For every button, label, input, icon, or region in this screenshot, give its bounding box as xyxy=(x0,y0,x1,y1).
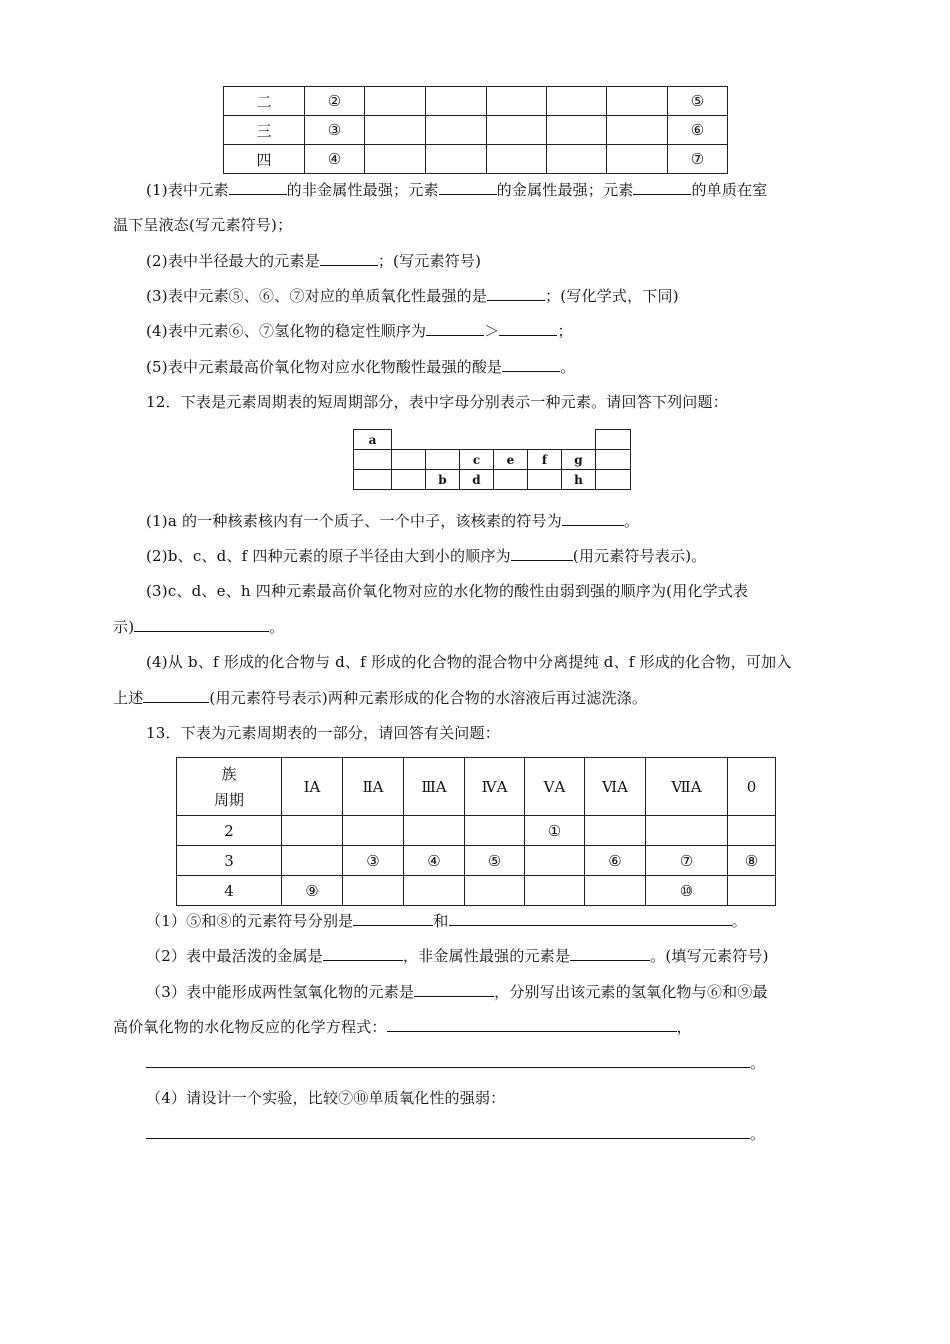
answer-blank[interactable] xyxy=(426,321,484,336)
q12-item-1: (1)a 的一种核素核内有一个质子、一个中子，该核素的符号为 。 xyxy=(146,512,640,530)
period-cell: 4 xyxy=(177,876,282,906)
table-row xyxy=(354,470,631,490)
table-cell: b xyxy=(426,470,460,490)
q12-item-4-cont: 上述 (用元素符号表示)两种元素形成的化合物的水溶液后再过滤洗涤。 xyxy=(113,689,648,707)
table-cell xyxy=(646,816,728,846)
table-cell xyxy=(392,470,426,490)
table-cell xyxy=(392,450,426,470)
answer-blank[interactable] xyxy=(387,1017,677,1032)
q13-item-4-cont: 。 xyxy=(146,1124,765,1144)
table-cell xyxy=(365,87,426,116)
table-cell-empty xyxy=(494,430,528,450)
table-row xyxy=(354,430,631,450)
table-cell: a xyxy=(354,430,392,450)
table-row xyxy=(224,145,728,174)
answer-blank[interactable] xyxy=(499,321,557,336)
table-cell: ③ xyxy=(305,116,365,145)
group-header: ⅦA xyxy=(646,758,728,816)
table-cell: ⑧ xyxy=(728,846,776,876)
table-cell xyxy=(487,87,547,116)
q12-item-2: (2)b、c、d、f 四种元素的原子半径由大到小的顺序为 (用元素符号表示)。 xyxy=(146,547,707,565)
answer-blank[interactable] xyxy=(487,286,545,301)
answer-blank[interactable] xyxy=(511,546,573,561)
group-header: ⅠA xyxy=(282,758,343,816)
answer-blank[interactable] xyxy=(323,946,403,961)
q13-intro: 13．下表为元素周期表的一部分，请回答有关问题： xyxy=(146,724,500,742)
table-cell xyxy=(525,846,585,876)
table-cell xyxy=(528,470,562,490)
table-cell xyxy=(282,846,343,876)
table-cell: ⑤ xyxy=(465,846,525,876)
period-cell: 三 xyxy=(224,116,305,145)
table-cell xyxy=(607,116,668,145)
table-cell: ④ xyxy=(404,846,465,876)
table-cell-empty xyxy=(460,430,494,450)
table-cell xyxy=(343,816,404,846)
answer-blank[interactable] xyxy=(570,946,650,961)
table-cell xyxy=(426,87,487,116)
answer-blank[interactable] xyxy=(320,251,378,266)
table-cell: ③ xyxy=(343,846,404,876)
table-cell xyxy=(525,876,585,906)
period-cell: 二 xyxy=(224,87,305,116)
group-label: 族 xyxy=(221,764,237,783)
answer-blank[interactable] xyxy=(502,357,560,372)
table-cell xyxy=(354,450,392,470)
table-cell xyxy=(487,145,547,174)
table-cell-empty xyxy=(562,430,596,450)
table-cell xyxy=(728,816,776,846)
table-cell-empty xyxy=(528,430,562,450)
group-header: ⅣA xyxy=(465,758,525,816)
table-cell xyxy=(487,116,547,145)
table-cell xyxy=(585,876,646,906)
q12-intro: 12．下表是元素周期表的短周期部分，表中字母分别表示一种元素。请回答下列问题： xyxy=(146,393,728,411)
q12-item-3-cont: 示) 。 xyxy=(113,618,285,636)
group-header: ⅥA xyxy=(585,758,646,816)
table-cell xyxy=(365,116,426,145)
q11-item-1-cont: 温下呈液态(写元素符号)； xyxy=(113,216,293,234)
table-cell xyxy=(728,876,776,906)
table-cell xyxy=(354,470,392,490)
q13-item-4: （4）请设计一个实验，比较⑦⑩单质氧化性的强弱： xyxy=(146,1089,506,1107)
table-cell xyxy=(547,145,607,174)
table-row xyxy=(177,846,776,876)
table-cell: ⑥ xyxy=(585,846,646,876)
period-cell: 四 xyxy=(224,145,305,174)
group-header: ⅤA xyxy=(525,758,585,816)
table-cell: ⑤ xyxy=(668,87,728,116)
q13-item-3: （3）表中能形成两性氢氧化物的元素是 ，分别写出该元素的氢氧化物与⑥和⑨最 xyxy=(146,983,768,1001)
q11-item-1: (1)表中元素 的非金属性最强；元素 的金属性最强；元素 的单质在室 xyxy=(146,181,768,199)
table-cell xyxy=(596,430,631,450)
q11-item-4: (4)表中元素⑥、⑦氢化物的稳定性顺序为 ＞ ； xyxy=(146,322,573,340)
table-cell xyxy=(343,876,404,906)
table-cell xyxy=(585,816,646,846)
table-cell: ④ xyxy=(305,145,365,174)
table-row xyxy=(354,450,631,470)
table-cell xyxy=(607,145,668,174)
q11-item-3: (3)表中元素⑤、⑥、⑦对应的单质氧化性最强的是 ；(写化学式，下同) xyxy=(146,287,679,305)
answer-blank[interactable] xyxy=(414,982,494,997)
table-cell xyxy=(547,87,607,116)
table-cell: ⑥ xyxy=(668,116,728,145)
table-cell: ② xyxy=(305,87,365,116)
answer-blank[interactable] xyxy=(143,688,209,703)
table-cell: ① xyxy=(525,816,585,846)
table-cell xyxy=(365,145,426,174)
table-cell xyxy=(596,470,631,490)
table-cell xyxy=(426,145,487,174)
table-cell xyxy=(426,116,487,145)
table-cell xyxy=(404,816,465,846)
table-cell: ⑨ xyxy=(282,876,343,906)
table-cell: h xyxy=(562,470,596,490)
group-header: ⅢA xyxy=(404,758,465,816)
table-cell: g xyxy=(562,450,596,470)
q13-item-3-cont2: 。 xyxy=(146,1053,765,1073)
table-cell: ⑦ xyxy=(668,145,728,174)
table-header-row xyxy=(177,758,776,816)
answer-blank[interactable] xyxy=(146,1124,750,1139)
corner-cell xyxy=(177,758,282,816)
q11-item-5: (5)表中元素最高价氧化物对应水化物酸性最强的酸是 。 xyxy=(146,358,576,376)
table-cell xyxy=(547,116,607,145)
period-label: 周期 xyxy=(213,790,244,809)
table-cell: e xyxy=(494,450,528,470)
q13-item-2: （2）表中最活泼的金属是 ，非金属性最强的元素是 。(填写元素符号) xyxy=(146,947,769,965)
group-header: 0 xyxy=(728,758,776,816)
table-cell xyxy=(494,470,528,490)
answer-blank[interactable] xyxy=(134,617,269,632)
table-cell: c xyxy=(460,450,494,470)
group-header: ⅡA xyxy=(343,758,404,816)
q11-item-2: (2)表中半径最大的元素是 ；(写元素符号) xyxy=(146,252,482,270)
table-cell: f xyxy=(528,450,562,470)
answer-blank[interactable] xyxy=(562,511,624,526)
table-cell: d xyxy=(460,470,494,490)
table-cell xyxy=(426,450,460,470)
period-cell: 2 xyxy=(177,816,282,846)
table-row xyxy=(224,87,728,116)
table-row xyxy=(177,816,776,846)
answer-blank[interactable] xyxy=(353,911,433,926)
period-cell: 3 xyxy=(177,846,282,876)
table-cell xyxy=(282,816,343,846)
table-row xyxy=(177,876,776,906)
table-cell xyxy=(607,87,668,116)
answer-blank[interactable] xyxy=(439,180,497,195)
answer-blank[interactable] xyxy=(146,1053,750,1068)
table-cell xyxy=(465,876,525,906)
q13-item-3-cont: 高价氧化物的水化物反应的化学方程式： ， xyxy=(113,1018,692,1036)
answer-blank[interactable] xyxy=(229,180,287,195)
q13-item-1: （1）⑤和⑧的元素符号分别是 和 。 xyxy=(146,912,747,930)
periodic-table-fragment-1 xyxy=(223,86,728,174)
answer-blank[interactable] xyxy=(633,180,691,195)
table-cell: ⑦ xyxy=(646,846,728,876)
table-cell xyxy=(404,876,465,906)
table-cell: ⑩ xyxy=(646,876,728,906)
table-cell-empty xyxy=(392,430,426,450)
table-cell xyxy=(596,450,631,470)
table-cell xyxy=(465,816,525,846)
periodic-table-fragment-13 xyxy=(176,757,776,906)
answer-blank[interactable] xyxy=(449,911,732,926)
table-cell-empty xyxy=(426,430,460,450)
short-period-table xyxy=(353,429,631,490)
q12-item-3: (3)c、d、e、h 四种元素最高价氧化物对应的水化物的酸性由弱到强的顺序为(用化学式表 xyxy=(146,582,749,600)
q12-item-4: (4)从 b、f 形成的化合物与 d、f 形成的化合物的混合物中分离提纯 d、f 形成的化合物，可加入 xyxy=(146,653,792,671)
table-row xyxy=(224,116,728,145)
